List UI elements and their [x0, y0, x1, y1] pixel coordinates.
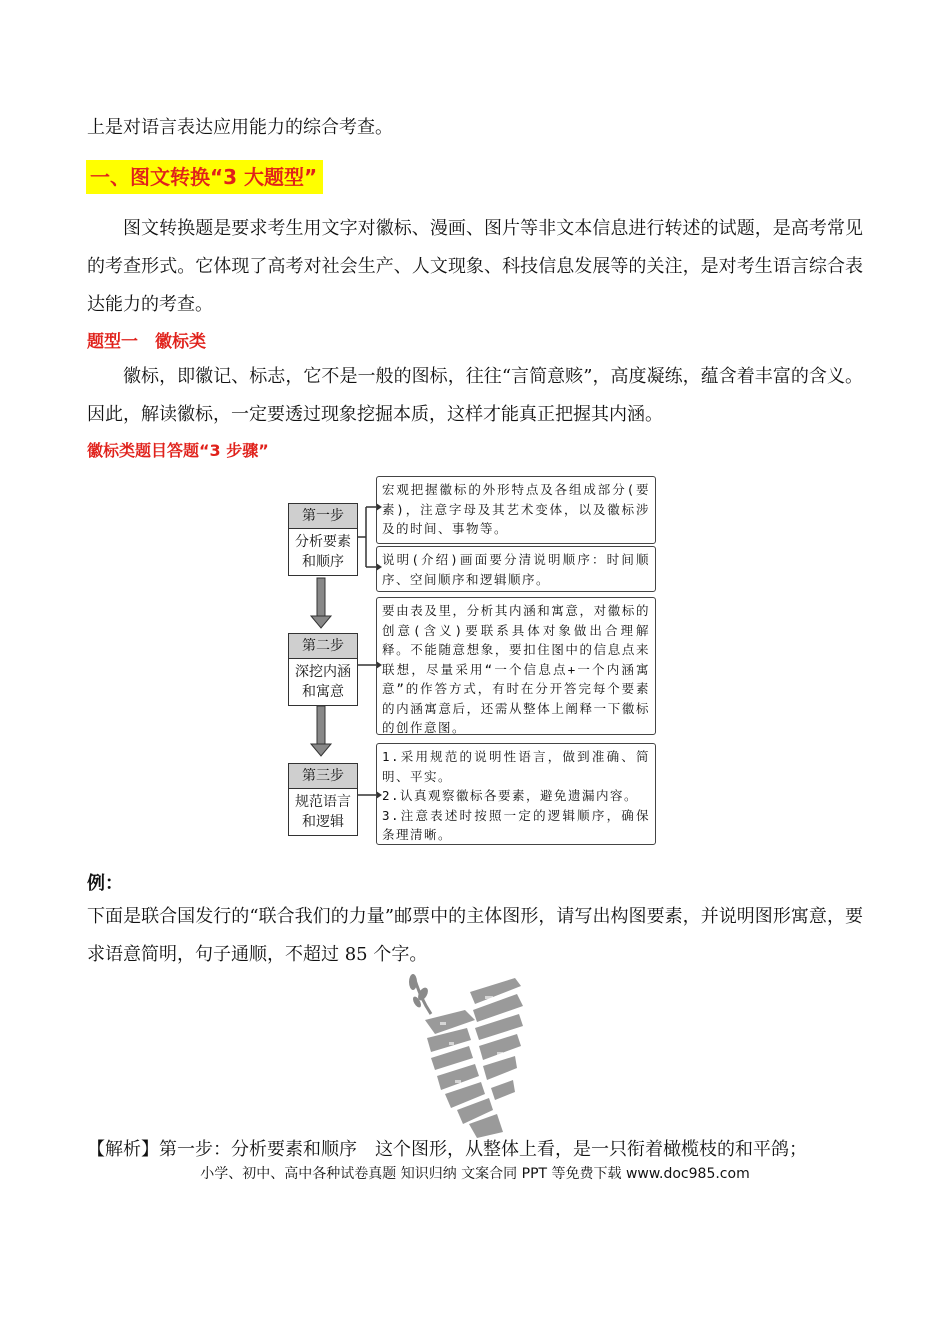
step-three-box [288, 763, 358, 836]
section-heading: 一、图文转换“3 大题型” [86, 160, 323, 194]
example-question: 下面是联合国发行的“联合我们的力量”邮票中的主体图形，请写出构图要素，并说明图形寓意，要求语意简明，句子通顺，不超过 85 个字。 [87, 906, 863, 965]
analysis-line: 【解析】第一步：分析要素和顺序 这个图形，从整体上看，是一只衔着橄榄枝的和平鸽； [87, 1139, 807, 1160]
step-three-title: 第三步 [289, 764, 357, 789]
dove-emblem-image [405, 972, 535, 1142]
type-one-heading: 题型一 徽标类 [87, 332, 206, 352]
step-one-title: 第一步 [289, 504, 357, 529]
desc-box-order: 说明(介绍)画面要分清说明顺序：时间顺序、空间顺序和逻辑顺序。 [376, 546, 656, 592]
intro-line: 上是对语言表达应用能力的综合考查。 [87, 117, 393, 138]
type-one-text: 徽标，即徽记、标志，它不是一般的图标，往往“言简意赅”，高度凝练，蕴含着丰富的含义。因此，解读徽标，一定要透过现象挖掘本质，这样才能真正把握其内涵。 [87, 366, 863, 425]
desc-box-elements: 宏观把握徽标的外形特点及各组成部分(要素)，注意字母及其艺术变体，以及徽标涉及的时间、事物等。 [376, 476, 656, 544]
section-intro: 图文转换题是要求考生用文字对徽标、漫画、图片等非文本信息进行转述的试题，是高考常见的考查形式。它体现了高考对社会生产、人文现象、科技信息发展等的关注，是对考生语言综合表达能力的考查。 [87, 218, 863, 315]
example-label: 例： [87, 873, 123, 894]
page-footer: 小学、初中、高中各种试卷真题 知识归纳 文案合同 PPT 等免费下载 www.doc985.com [200, 1166, 750, 1182]
steps-heading: 徽标类题目答题“3 步骤” [87, 441, 269, 460]
step-two-title: 第二步 [289, 634, 357, 659]
step-two-body: 深挖内涵和寓意 [295, 664, 351, 700]
step-one-box [288, 503, 358, 576]
step-one-body: 分析要素和顺序 [295, 534, 351, 570]
step-two-box [288, 633, 358, 706]
desc-box-meaning: 要由表及里，分析其内涵和寓意，对徽标的创意(含义)要联系具体对象做出合理解释。不能随意想象，要扣住图中的信息点来联想，尽量采用“一个信息点+一个内涵寓意”的作答方式，有时在分开答完每个要素的内涵寓意后，还需从整体上阐释一下徽标的创作意图。 [376, 597, 656, 735]
step-three-body: 规范语言和逻辑 [295, 794, 351, 830]
desc-box-language: 1.采用规范的说明性语言，做到准确、简明、平实。 2.认真观察徽标各要素，避免遗漏内容。 3.注意表述时按照一定的逻辑顺序，确保条理清晰。 [376, 743, 656, 845]
